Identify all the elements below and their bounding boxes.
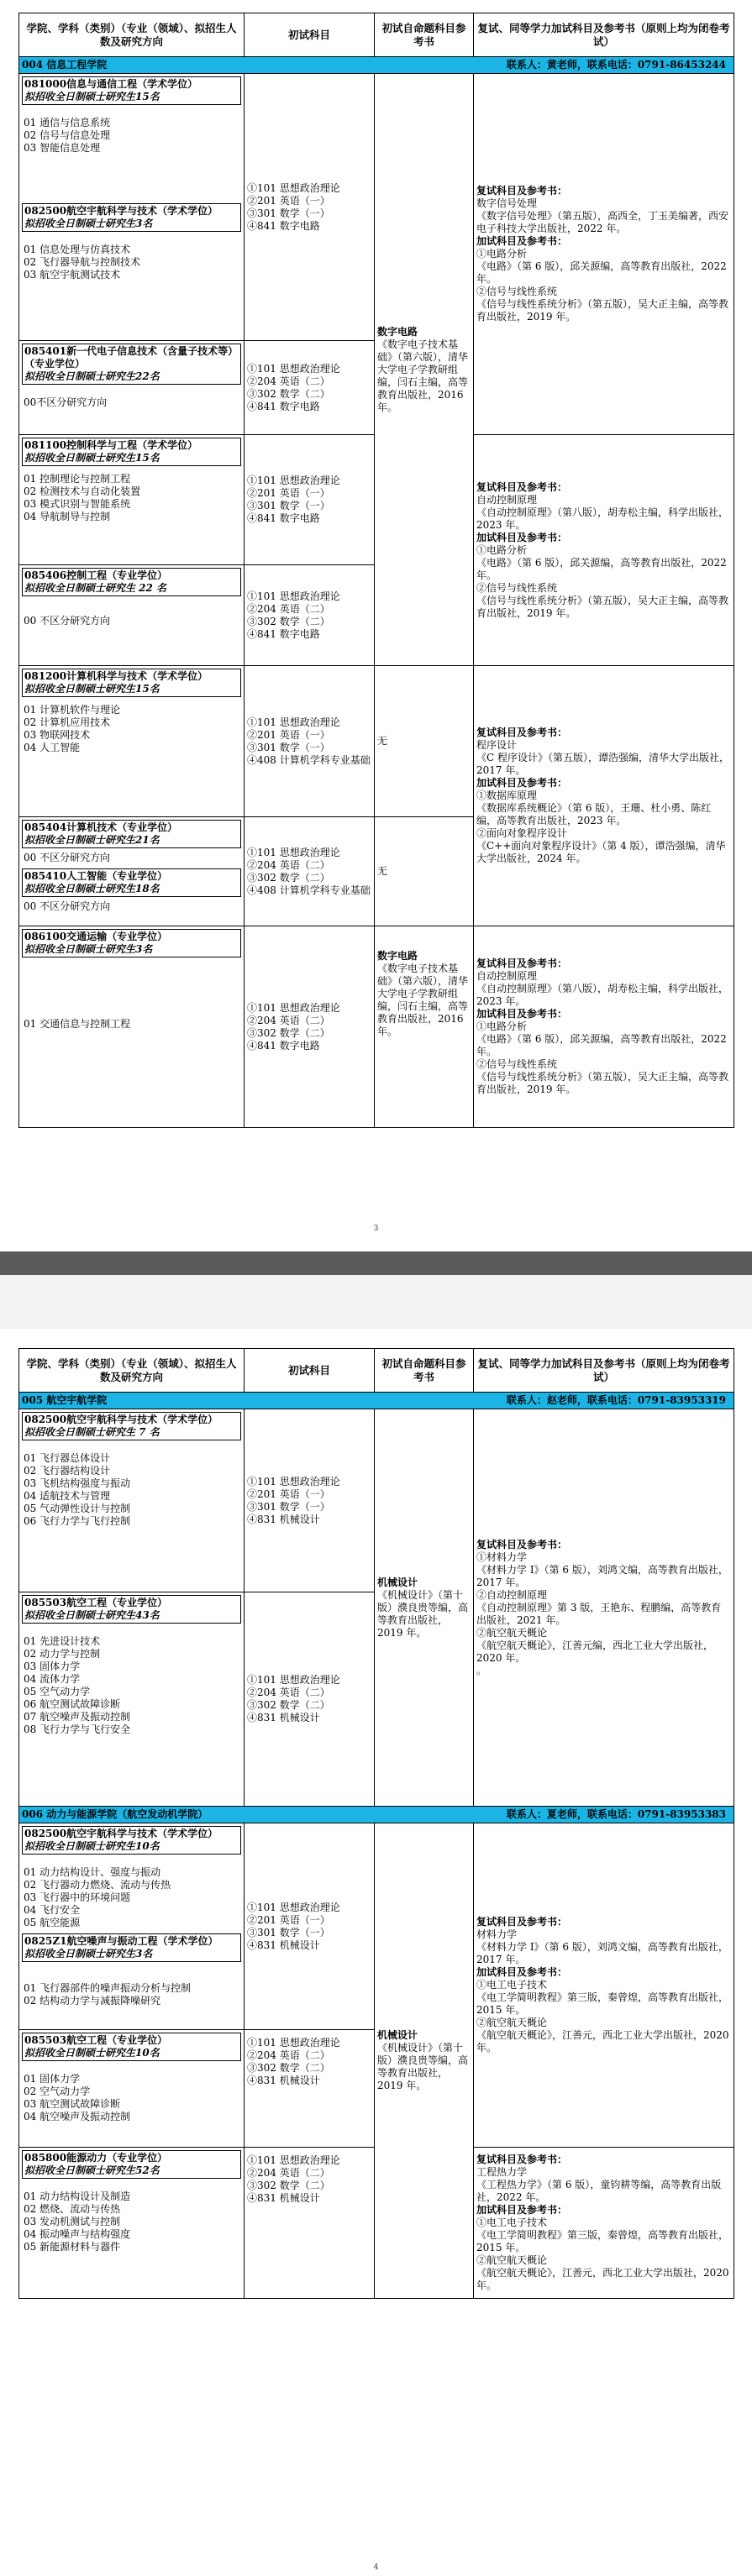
direction-item: 03 模式识别与智能系统 <box>24 498 131 510</box>
major-quota: 拟招收全日制硕士研究生18名 <box>24 883 160 895</box>
major-title: 085800能源动力（专业学位） <box>24 2152 168 2164</box>
ref-line: 复试科目及参考书： <box>476 480 568 493</box>
ref-line: ①电工电子技术 <box>476 2217 548 2228</box>
exam-subject: ④408 计算机学科专业基础 <box>247 884 371 896</box>
direction-item: 03 航空测试故障诊断 <box>24 2098 121 2110</box>
direction-item: 04 飞行安全 <box>24 1904 81 1916</box>
book-title: 机械设计 <box>377 1576 418 1588</box>
ref-line: ①电工电子技术 <box>476 1979 548 1991</box>
self-book-cell <box>375 74 474 666</box>
direction-item: 02 动力学与控制 <box>24 1648 101 1660</box>
major-quota: 拟招收全日制硕士研究生15名 <box>24 91 160 102</box>
retest-cell <box>474 1409 734 1807</box>
book-reference: 《数字电子技术基础》（第六版），清华大学电子学教研组编，闫石主编，高等教育出版社，2016 年。 <box>377 338 469 413</box>
major-quota: 拟招收全日制硕士研究生10名 <box>24 1840 160 1852</box>
ref-line: ②信号与线性系统 <box>476 581 558 594</box>
ref-line: 《数字信号处理》（第五版），高西全，丁玉美编著，西安电子科技大学出版社，2022 年。 <box>476 210 729 234</box>
major-quota: 拟招收全日制硕士研究生43名 <box>24 1609 160 1621</box>
exam-subject: ③302 数学（二） <box>247 615 330 627</box>
exam-subject: ②201 英语（一） <box>247 1487 330 1500</box>
ref-line: ①数据库原理 <box>476 790 538 801</box>
direction-item: 02 信号与信息处理 <box>24 129 111 141</box>
direction-item: 01 动力结构设计及制造 <box>24 2190 131 2202</box>
direction-item: 02 检测技术与自动化装置 <box>24 485 141 497</box>
exam-subject: ③301 数学（一） <box>247 207 330 219</box>
exam-subject: ②201 英语（一） <box>247 1913 330 1926</box>
exam-subject: ④841 数字电路 <box>247 219 320 232</box>
ref-line: 《数据库系统概论》（第 6 版），王珊、杜小勇、陈红编，高等教育出版社，2023 年。 <box>476 802 712 826</box>
exam-subject: ④831 机械设计 <box>247 2192 320 2204</box>
direction-item: 05 空气动力学 <box>24 1686 91 1697</box>
retest-cell <box>474 1823 734 2148</box>
ref-line: 复试科目及参考书： <box>476 1538 568 1550</box>
exam-subject: ③301 数学（一） <box>247 1926 330 1939</box>
college-contact: 联系人：黄老师，联系电话：0791-86453244 <box>506 59 726 71</box>
major-title: 081200计算机科学与技术（学术学位） <box>24 670 208 682</box>
major-title: 082500航空宇航科学与技术（学术学位） <box>24 205 218 217</box>
ref-line: 加试科目及参考书： <box>476 1008 568 1020</box>
college-row <box>19 1807 734 1823</box>
major-title: 0825Z1航空噪声与振动工程（学术学位） <box>24 1935 218 1947</box>
ref-line: 复试科目及参考书： <box>476 727 568 738</box>
exam-subject: ④841 数字电路 <box>247 512 320 524</box>
program-row <box>19 74 734 341</box>
exam-subject: ②201 英语（一） <box>247 487 330 499</box>
direction-item: 01 交通信息与控制工程 <box>24 1018 131 1030</box>
exam-subject: ③302 数学（二） <box>247 2062 330 2074</box>
page-2 <box>18 1348 734 2299</box>
page-separator <box>0 1251 752 1275</box>
ref-line: 《工程热力学》（第 6 版），童钧耕等编，高等教育出版社，2022 年。 <box>476 2179 722 2203</box>
ref-line: 自动控制原理 <box>476 970 538 982</box>
exam-subject: ③302 数学（二） <box>247 2180 330 2191</box>
ref-line: 《电工学简明教程》第三版，秦曾煌，高等教育出版社，2015 年。 <box>476 2229 729 2253</box>
self-book-cell <box>375 1409 474 1807</box>
header-exam-subjects: 初试科目 <box>245 1349 375 1393</box>
ref-line: 数字信号处理 <box>476 197 538 209</box>
college-name: 006 动力与能源学院（航空发动机学院） <box>22 1808 208 1820</box>
book-reference: 《机械设计》（第十版）濮良贵等编，高等教育出版社，2019 年。 <box>377 2042 469 2091</box>
ref-line: 复试科目及参考书： <box>476 2154 568 2165</box>
exam-subject: ④841 数字电路 <box>247 1039 320 1052</box>
direction-item: 04 流体力学 <box>24 1673 81 1685</box>
major-quota: 拟招收全日制硕士研究生22名 <box>24 370 160 382</box>
major-title: 085410人工智能（专业学位） <box>24 870 168 882</box>
major-quota: 拟招收全日制硕士研究生21名 <box>24 834 160 846</box>
major-quota: 拟招收全日制硕士研究生3名 <box>24 218 153 229</box>
exam-subject: ②204 英语（二） <box>247 2049 330 2061</box>
ref-line: 加试科目及参考书： <box>476 2204 568 2216</box>
self-book-cell <box>375 926 474 1128</box>
direction-item: 05 气动弹性设计与控制 <box>24 1503 131 1514</box>
major-title: 081100控制科学与工程（学术学位） <box>24 439 198 451</box>
direction-item: 02 结构动力学与减振降噪研究 <box>24 1995 161 2007</box>
direction-item: 08 飞行力学与飞行安全 <box>24 1723 131 1735</box>
direction-item: 02 燃烧、流动与传热 <box>24 2203 121 2215</box>
exam-subject: ②204 英语（二） <box>247 1014 330 1026</box>
self-book-cell: 无 <box>375 666 474 817</box>
exam-subject: ①101 思想政治理论 <box>247 2037 340 2049</box>
ref-line: 《电工学简明教程》第三版，秦曾煌，高等教育出版社，2015 年。 <box>476 1991 729 2016</box>
retest-cell <box>474 926 734 1128</box>
direction-item: 01 飞行器部件的噪声振动分析与控制 <box>24 1982 192 1994</box>
ref-line: ②航空航天概论 <box>476 2254 548 2266</box>
page-1 <box>18 13 734 1128</box>
ref-line: 《材料力学 I》（第 6 版），刘鸿文编，高等教育出版社，2017 年。 <box>476 1941 728 1965</box>
college-name: 005 航空宇航学院 <box>22 1394 108 1406</box>
direction-item: 05 航空能源 <box>24 1917 81 1928</box>
exam-subject: ①101 思想政治理论 <box>247 846 340 858</box>
major-title: 082500航空宇航科学与技术（学术学位） <box>24 1828 218 1839</box>
exam-subject: ④841 数字电路 <box>247 627 320 640</box>
direction-item: 01 计算机软件与理论 <box>24 704 121 716</box>
direction-item: 00不区分研究方向 <box>24 396 108 408</box>
exam-subject: ①101 思想政治理论 <box>247 590 340 602</box>
ref-line: 。 <box>476 1664 487 1676</box>
exam-subject: ①101 思想政治理论 <box>247 2154 340 2166</box>
self-book-cell <box>375 1823 474 2299</box>
college-name: 004 信息工程学院 <box>22 59 108 71</box>
college-row <box>19 57 734 74</box>
exam-subject: ④408 计算机学科专业基础 <box>247 753 371 766</box>
exam-subject: ③301 数学（一） <box>247 1500 330 1513</box>
direction-item: 03 发动机测试与控制 <box>24 2216 121 2227</box>
direction-item: 02 空气动力学 <box>24 2085 91 2097</box>
direction-item: 01 先进设计技术 <box>24 1635 101 1647</box>
book-title: 机械设计 <box>377 2029 418 2041</box>
header-self-books: 初试自命题科目参考书 <box>375 13 474 57</box>
ref-line: 加试科目及参考书： <box>476 777 568 789</box>
direction-item: 01 控制理论与控制工程 <box>24 473 131 485</box>
major-quota: 拟招收全日制硕士研究生15名 <box>24 683 160 695</box>
exam-subject: ③302 数学（二） <box>247 1026 330 1039</box>
exam-subject: ④831 机械设计 <box>247 1513 320 1525</box>
ref-line: 程序设计 <box>476 739 518 751</box>
exam-subject: ②201 英语（一） <box>247 728 330 741</box>
ref-line: 工程热力学 <box>476 2166 528 2178</box>
ref-line: 《信号与线性系统分析》（第五版），吴大正主编，高等教育出版社，2019 年。 <box>476 594 729 619</box>
ref-line: ②航空航天概论 <box>476 2017 548 2028</box>
exam-subject: ①101 思想政治理论 <box>247 716 340 728</box>
exam-subject: ②204 英语（二） <box>247 375 330 387</box>
ref-line: 复试科目及参考书： <box>476 957 568 969</box>
direction-item: 07 航空噪声及振动控制 <box>24 1711 131 1723</box>
direction-item: 01 飞行器总体设计 <box>24 1452 111 1464</box>
ref-line: ①电路分析 <box>476 1020 528 1032</box>
exam-subject: ①101 思想政治理论 <box>247 362 340 375</box>
catalog-table-1 <box>18 13 734 1128</box>
major-quota: 拟招收全日制硕士研究生15名 <box>24 452 160 464</box>
direction-item: 04 航空噪声及振动控制 <box>24 2111 131 2122</box>
program-row <box>19 1409 734 1592</box>
ref-line: 《航空航天概论》，江善元编，西北工业大学出版社，2020 年。 <box>476 1639 714 1664</box>
major-title: 085503航空工程（专业学位） <box>24 2034 168 2046</box>
ref-line: 复试科目及参考书： <box>476 185 568 197</box>
ref-line: 《信号与线性系统分析》（第五版），吴大正主编，高等教育出版社，2019 年。 <box>476 298 729 323</box>
exam-subject: ④841 数字电路 <box>247 400 320 412</box>
ref-line: 《电路》（第 6 版），邱关源编，高等教育出版社，2022 年。 <box>476 1033 727 1057</box>
ref-line: ②面向对象程序设计 <box>476 827 568 839</box>
ref-line: ②航空航天概论 <box>476 1626 548 1639</box>
ref-line: 《自动控制原理》（第八版），胡寿松主编，科学出版社，2023 年。 <box>476 506 729 531</box>
direction-item: 04 人工智能 <box>24 742 81 753</box>
major-title: 085404计算机技术（专业学位） <box>24 821 178 833</box>
ref-line: 《电路》（第 6 版），邱关源编，高等教育出版社，2022 年。 <box>476 260 727 285</box>
direction-item: 02 飞行器动力燃烧、流动与传热 <box>24 1879 171 1891</box>
direction-item: 06 飞行力学与飞行控制 <box>24 1515 131 1527</box>
book-title: 数字电路 <box>377 950 418 962</box>
exam-subject: ③301 数学（一） <box>247 500 330 512</box>
program-row <box>19 1823 734 2030</box>
book-reference: 《数字电子技术基础》（第六版），清华大学电子学教研组编，闫石主编，高等教育出版社，2016 年。 <box>377 963 469 1037</box>
direction-item: 00 不区分研究方向 <box>24 900 111 912</box>
direction-item: 04 导航制导与控制 <box>24 511 111 522</box>
ref-line: ②信号与线性系统 <box>476 286 558 297</box>
major-quota: 拟招收全日制硕士研究生52名 <box>24 2164 160 2176</box>
direction-item: 03 航空宇航测试技术 <box>24 269 121 281</box>
major-title: 086100交通运输（专业学位） <box>24 931 168 942</box>
ref-line: ①电路分析 <box>476 543 528 556</box>
direction-item: 02 飞行器导航与控制技术 <box>24 256 141 268</box>
book-reference: 《机械设计》（第十版）濮良贵等编，高等教育出版社，2019 年。 <box>377 1588 469 1639</box>
ref-line: ①材料力学 <box>476 1550 528 1563</box>
ref-line: 《C++面向对象程序设计》（第 4 版），谭浩强编，清华大学出版社，2024 年。 <box>476 840 726 864</box>
major-quota: 拟招收全日制硕士研究生 7 名 <box>24 1426 160 1438</box>
ref-line: 《信号与线性系统分析》（第五版），吴大正主编，高等教育出版社，2019 年。 <box>476 1071 729 1095</box>
exam-subject: ④831 机械设计 <box>247 2075 320 2086</box>
header-retest: 复试、同等学力加试科目及参考书（原则上均为闭卷考试） <box>474 1349 734 1393</box>
exam-subject: ④831 机械设计 <box>247 1712 320 1723</box>
ref-line: 自动控制原理 <box>476 493 538 506</box>
college-row <box>19 1393 734 1409</box>
direction-item: 01 动力结构设计、强度与振动 <box>24 1866 161 1878</box>
exam-subject: ①101 思想政治理论 <box>247 1001 340 1014</box>
exam-subject: ①101 思想政治理论 <box>247 1901 340 1913</box>
direction-item: 01 通信与信息系统 <box>24 117 111 129</box>
major-title: 085401新一代电子信息技术（含量子技术等）（专业学位） <box>24 345 239 370</box>
exam-subject: ①101 思想政治理论 <box>247 1475 340 1487</box>
direction-item: 02 计算机应用技术 <box>24 716 111 728</box>
ref-line: 《自动控制原理》第 3 版，王艳东、程鹏编，高等教育出版社，2021 年。 <box>476 1601 722 1626</box>
self-book-cell: 无 <box>375 817 474 926</box>
ref-line: ①电路分析 <box>476 248 528 260</box>
retest-cell <box>474 2148 734 2299</box>
exam-subject: ③302 数学（二） <box>247 387 330 400</box>
ref-line: 材料力学 <box>476 1928 518 1940</box>
major-title: 082500航空宇航科学与技术（学术学位） <box>24 1414 218 1425</box>
ref-line: ②信号与线性系统 <box>476 1058 558 1070</box>
exam-subject: ③302 数学（二） <box>247 871 330 884</box>
retest-cell <box>474 435 734 666</box>
page-gap <box>0 1275 752 1329</box>
direction-item: 03 飞行器中的环境问题 <box>24 1891 131 1903</box>
ref-line: 《电路》（第 6 版），邱关源编，高等教育出版社，2022 年。 <box>476 556 727 581</box>
exam-subject: ②204 英语（二） <box>247 2167 330 2179</box>
catalog-table-2 <box>18 1348 734 2299</box>
major-title: 085503航空工程（专业学位） <box>24 1597 168 1608</box>
page-number: 3 <box>373 1225 379 1233</box>
ref-line: 《航空航天概论》，江善元，西北工业大学出版社，2020 年。 <box>476 2267 729 2291</box>
header-major: 学院、学科（类别）（专业（领域）、拟招生人数及研究方向 <box>19 1349 245 1393</box>
exam-subject: ②204 英语（二） <box>247 1687 330 1698</box>
direction-item: 03 物联网技术 <box>24 729 91 741</box>
ref-line: 《C 程序设计》（第五版），谭浩强编，清华大学出版社，2017 年。 <box>476 752 729 776</box>
ref-line: 加试科目及参考书： <box>476 1966 568 1978</box>
direction-item: 06 航空测试故障诊断 <box>24 1698 121 1710</box>
exam-subject: ①101 思想政治理论 <box>247 1674 340 1686</box>
direction-item: 03 智能信息处理 <box>24 142 101 154</box>
major-quota: 拟招收全日制硕士研究生3名 <box>24 943 153 955</box>
ref-line: 加试科目及参考书： <box>476 531 568 543</box>
book-title: 数字电路 <box>377 325 418 338</box>
ref-line: 《材料力学 I》（第 6 版），刘鸿文编，高等教育出版社，2017 年。 <box>476 1563 728 1588</box>
major-quota: 拟招收全日制硕士研究生 22 名 <box>24 582 167 594</box>
page-number: 4 <box>373 2563 379 2572</box>
exam-subject: ①101 思想政治理论 <box>247 475 340 486</box>
direction-item: 04 振动噪声与结构强度 <box>24 2228 131 2240</box>
exam-subject: ②204 英语（二） <box>247 858 330 871</box>
header-self-books: 初试自命题科目参考书 <box>375 1349 474 1393</box>
exam-subject: ③302 数学（二） <box>247 1699 330 1711</box>
ref-line: 《自动控制原理》（第八版），胡寿松主编，科学出版社，2023 年。 <box>476 983 729 1007</box>
major-quota: 拟招收全日制硕士研究生3名 <box>24 1948 153 1960</box>
header-exam-subjects: 初试科目 <box>245 13 375 57</box>
retest-cell <box>474 666 734 926</box>
exam-subject: ②201 英语（一） <box>247 194 330 207</box>
ref-line: ②自动控制原理 <box>476 1588 548 1601</box>
direction-item: 02 飞行器结构设计 <box>24 1465 111 1477</box>
direction-item: 04 适航技术与管理 <box>24 1490 111 1502</box>
direction-item: 03 飞机结构强度与振动 <box>24 1477 131 1489</box>
exam-subject: ①101 思想政治理论 <box>247 181 340 194</box>
college-contact: 联系人：赵老师，联系电话：0791-83953319 <box>506 1394 726 1406</box>
exam-subject: ④831 机械设计 <box>247 1939 320 1951</box>
direction-item: 00 不区分研究方向 <box>24 852 111 863</box>
direction-item: 00 不区分研究方向 <box>24 615 111 627</box>
direction-item: 01 信息处理与仿真技术 <box>24 244 131 255</box>
major-quota: 拟招收全日制硕士研究生10名 <box>24 2047 160 2059</box>
program-row <box>19 926 734 1128</box>
program-row <box>19 666 734 817</box>
exam-subject: ③301 数学（一） <box>247 741 330 753</box>
direction-item: 01 固体力学 <box>24 2073 81 2085</box>
ref-line: 复试科目及参考书： <box>476 1916 568 1928</box>
header-retest: 复试、同等学力加试科目及参考书（原则上均为闭卷考试） <box>474 13 734 57</box>
direction-item: 05 新能源材料与器件 <box>24 2241 121 2253</box>
major-title: 085406控制工程（专业学位） <box>24 569 168 581</box>
direction-item: 03 固体力学 <box>24 1660 81 1672</box>
major-title: 081000信息与通信工程（学术学位） <box>24 78 198 90</box>
ref-line: 加试科目及参考书： <box>476 235 568 247</box>
ref-line: 《航空航天概论》，江善元，西北工业大学出版社，2020 年。 <box>476 2029 729 2054</box>
exam-subject: ②204 英语（二） <box>247 602 330 615</box>
header-major: 学院、学科（类别）（专业（领域）、拟招生人数及研究方向 <box>19 13 245 57</box>
retest-cell <box>474 74 734 435</box>
college-contact: 联系人：夏老师，联系电话：0791-83953383 <box>506 1808 726 1820</box>
